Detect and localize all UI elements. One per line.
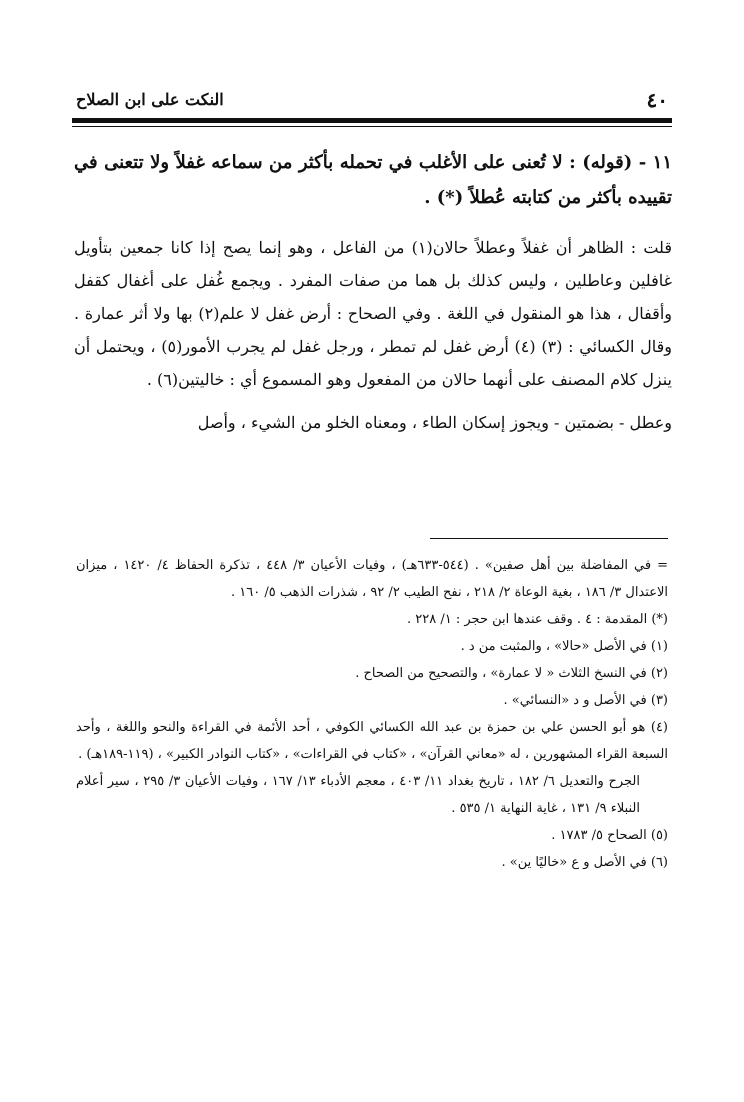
footnotes [76, 552, 668, 876]
footnote-continuation: = في المفاضلة بين أهل صفين» . (٥٤٤-٦٣٣هـ) ، وفيات الأعيان ٣/ ٤٤٨ ، تذكرة الحفاظ ٤/ ١٤٢٠ ، ميزان الاعتدال ٣/ ١٨٦ ، بغية الوعاة ٢/ ٢١٨ ، نفح الطيب ٢/ ٩٢ ، شذرات الذهب ٥/ ١٦٠ . [76, 558, 669, 600]
footnote-separator [430, 538, 668, 539]
header-rule-thin [72, 126, 672, 127]
paragraph: قلت : الظاهر أن غفلاً وعطلاً حالان(١) من الفاعل ، وهو إنما يصح إذا كانا جمعين بتأويل غافلين وعاطلين ، وليس كذلك بل هما من صفات المفرد . ويجمع غُفل على أغفال كقفل وأقفال ، هذا هو المنقول في اللغة . وفي الصحاح : أرض غفل لا علم(٢) بها ولا أثر عمارة . وقال الكسائي : (٣) (٤) أرض غفل لم تمطر ، ورجل غفل لم يجرب الأمور(٥) ، ويحتمل أن ينزل كلام المصنف على أنهما حالان من المفعول وهو المسموع أي : خاليتين(٦) . [74, 238, 673, 389]
footnote: (١) في الأصل «حالا» ، والمثبت من د . [460, 639, 668, 654]
footnote: (٤) هو أبو الحسن علي بن حمزة بن عبد الله الكسائي الكوفي ، أحد الأئمة في القراءة والنحو واللغة ، وأحد السبعة القراء المشهورين ، له «معاني القرآن» ، «كتاب في القراءات» ، «كتاب النوادر الكبير» ، (١١٩-١٨٩هـ) . [76, 720, 668, 762]
running-title: النكت على ابن الصلاح [76, 90, 224, 109]
header-rule-thick [72, 118, 672, 123]
entry-heading: ١١ - (قوله) : لا تُعنى على الأغلب في تحمله بأكثر من سماعه غفلاً ولا تتعنى في تقييده بأكثر من كتابته عُطلاً (*) . [74, 152, 672, 208]
footnote: (٣) في الأصل و د «النسائي» . [503, 693, 668, 708]
main-text [74, 145, 672, 449]
footnote-sources: الجرح والتعديل ٦/ ١٨٢ ، تاريخ بغداد ١١/ ٤٠٣ ، معجم الأدباء ١٣/ ١٦٧ ، وفيات الأعيان ٣/ ٢٩٥ ، سير أعلام النبلاء ٩/ ١٣١ ، غاية النهاية ١/ ٥٣٥ . [76, 774, 640, 816]
footnote: (٢) في النسخ الثلاث « لا عمارة» ، والتصحيح من الصحاح . [355, 666, 668, 681]
paragraph: وعطل - بضمتين - ويجوز إسكان الطاء ، ومعناه الخلو من الشيء ، وأصل [197, 413, 672, 432]
footnote: (٥) الصحاح ٥/ ١٧٨٣ . [551, 828, 668, 843]
page-header [76, 88, 668, 116]
page-number: ٤٠ [646, 88, 668, 112]
footnote: (*) المقدمة : ٤ . وقف عندها ابن حجر : ١/ ٢٢٨ . [407, 612, 668, 627]
footnote: (٦) في الأصل و ع «خاليًا ين» . [501, 855, 668, 870]
